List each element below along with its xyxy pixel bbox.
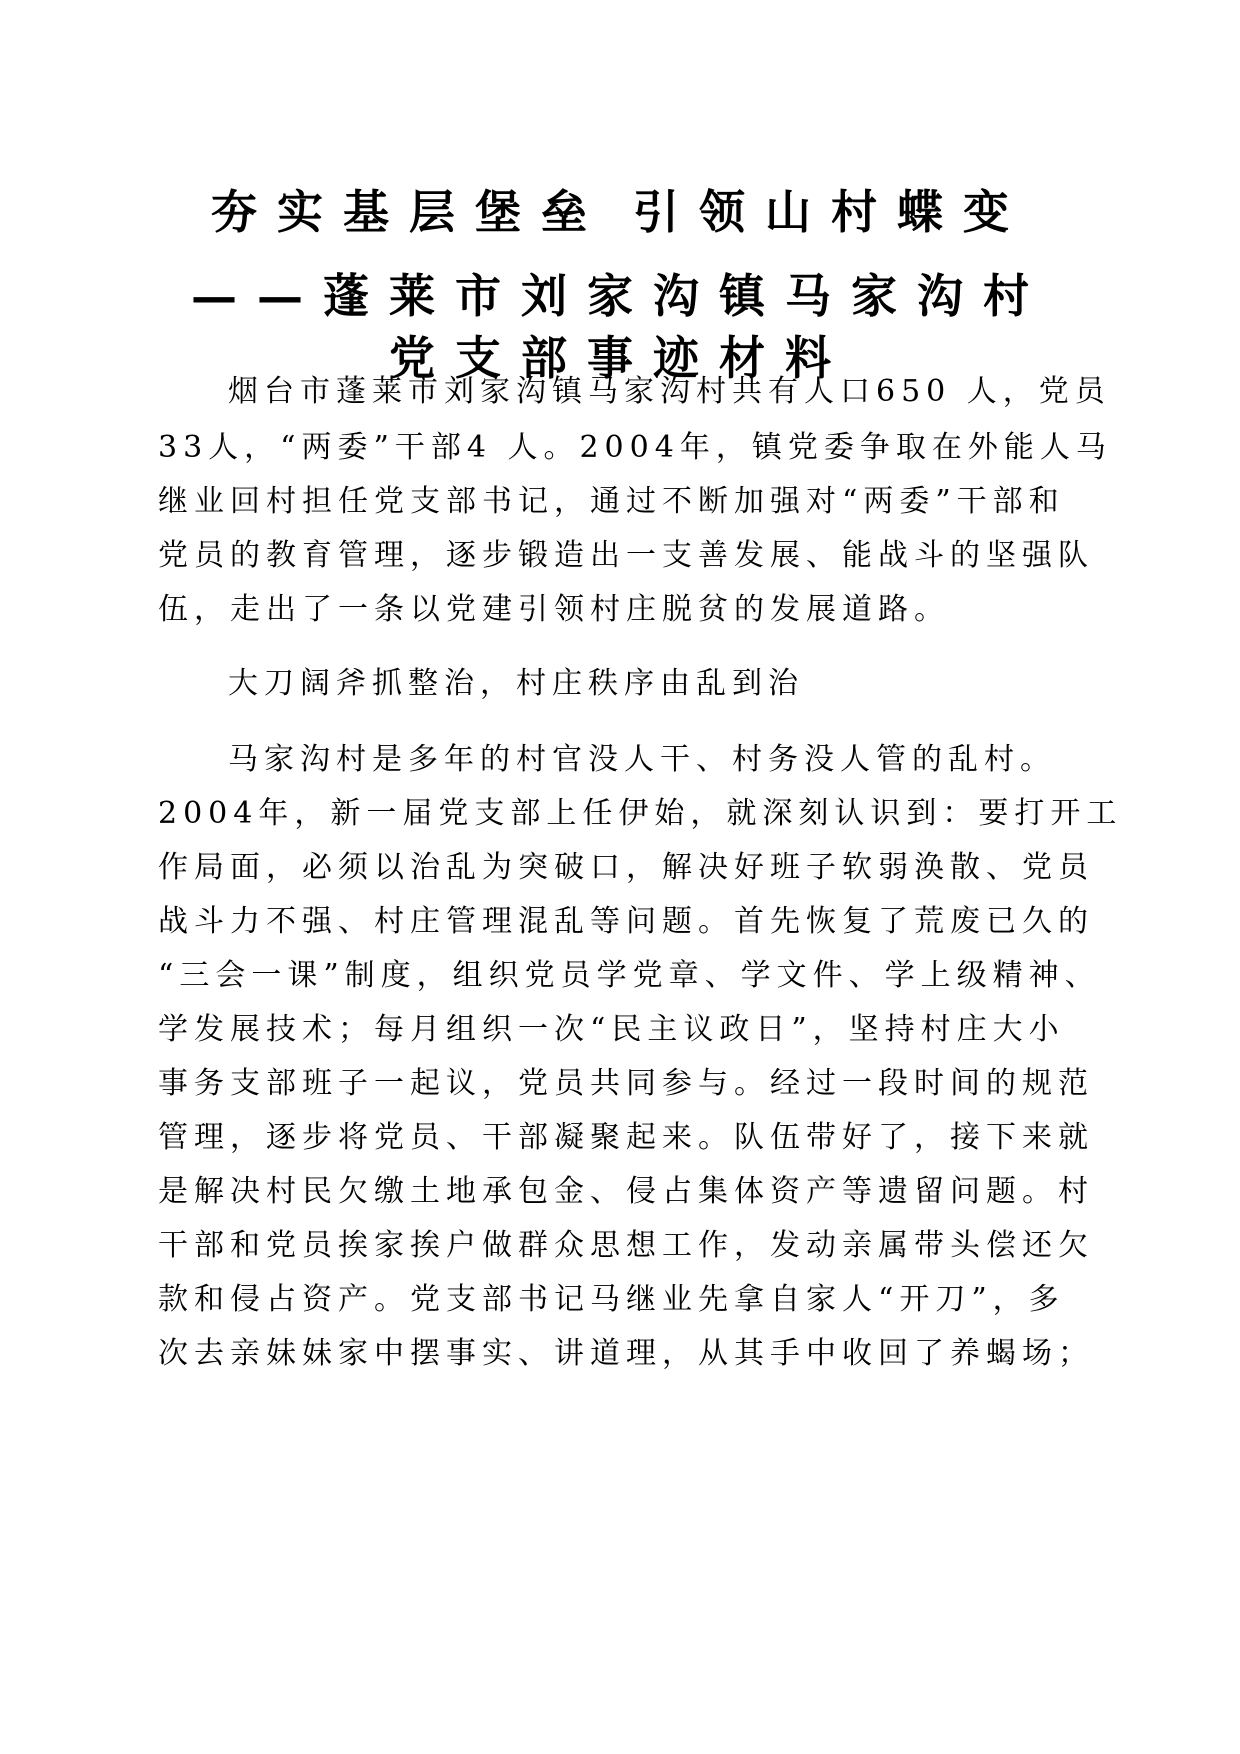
paragraph-2-line: “三会一课”制度，组织党员学党章、学文件、学上级精神、 xyxy=(158,958,1101,993)
paragraph-2-line: 马家沟村是多年的村官没人干、村务没人管的乱村。 xyxy=(228,742,1056,777)
paragraph-2-line: 是解决村民欠缴土地承包金、侵占集体资产等遗留问题。村 xyxy=(158,1174,1094,1209)
document-title-line-3: 党支部事迹材料 xyxy=(389,331,851,385)
paragraph-1-line: 33人，“两委”干部4 人。2004年，镇党委争取在外能人马 xyxy=(158,430,1112,465)
paragraph-2-line: 干部和党员挨家挨户做群众思想工作，发动亲属带头偿还欠 xyxy=(158,1228,1094,1263)
paragraph-2-line: 作局面，必须以治乱为突破口，解决好班子软弱涣散、党员 xyxy=(158,850,1094,885)
paragraph-2-line: 事务支部班子一起议，党员共同参与。经过一段时间的规范 xyxy=(158,1066,1094,1101)
paragraph-2-line: 管理，逐步将党员、干部凝聚起来。队伍带好了，接下来就 xyxy=(158,1120,1094,1155)
paragraph-2-line: 2004年，新一届党支部上任伊始，就深刻认识到：要打开工 xyxy=(158,796,1123,831)
title-part-a: 夯实基层堡垒 xyxy=(211,185,607,239)
title-part-b: 引领山村蝶变 xyxy=(633,185,1029,239)
document-title-line-1 xyxy=(0,184,1240,240)
paragraph-2-line: 次去亲妹妹家中摆事实、讲道理，从其手中收回了养蝎场； xyxy=(158,1336,1094,1371)
paragraph-2-line: 战斗力不强、村庄管理混乱等问题。首先恢复了荒废已久的 xyxy=(158,904,1094,939)
paragraph-2-line: 学发展技术；每月组织一次“民主议政日”，坚持村庄大小 xyxy=(158,1012,1065,1047)
paragraph-1-line: 继业回村担任党支部书记，通过不断加强对“两委”干部和 xyxy=(158,484,1065,519)
paragraph-2-line: 款和侵占资产。党支部书记马继业先拿自家人“开刀”，多 xyxy=(158,1282,1065,1317)
paragraph-1-line: 伍，走出了一条以党建引领村庄脱贫的发展道路。 xyxy=(158,592,950,627)
paragraph-1-line: 党员的教育管理，逐步锻造出一支善发展、能战斗的坚强队 xyxy=(158,538,1094,573)
document-title-line-2: ——蓬莱市刘家沟镇马家沟村 xyxy=(191,269,1049,323)
section-heading: 大刀阔斧抓整治，村庄秩序由乱到治 xyxy=(228,666,804,701)
paragraph-1-line: 烟台市蓬莱市刘家沟镇马家沟村共有人口650 人，党员 xyxy=(228,374,1111,409)
